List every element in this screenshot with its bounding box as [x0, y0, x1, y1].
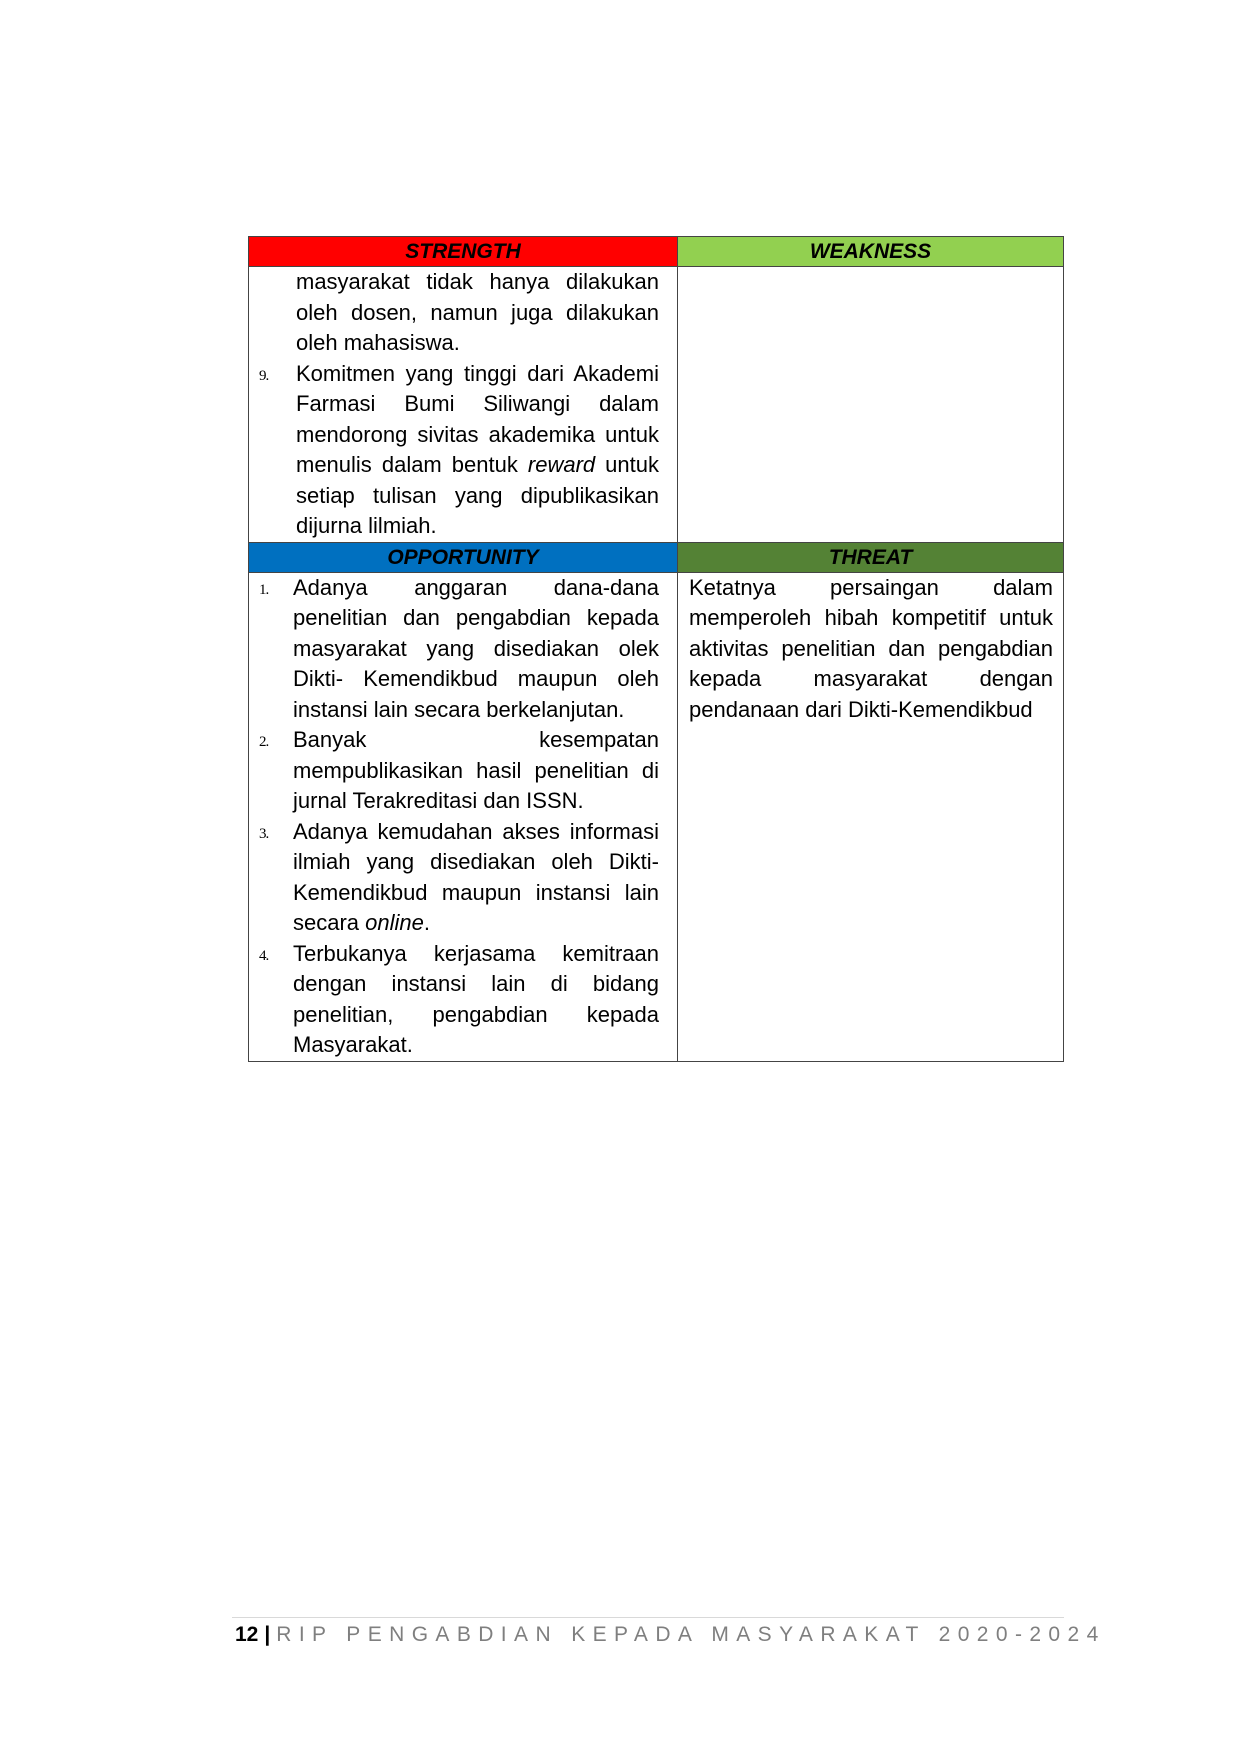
- list-item-emphasis: online: [365, 910, 424, 935]
- list-item-number: 3.: [259, 825, 269, 842]
- threat-cell: [678, 572, 1064, 1061]
- list-item-text: untuk setiap tulisan yang dipublikasikan dijurna lilmiah.: [296, 452, 659, 538]
- opportunity-header: OPPORTUNITY: [249, 542, 678, 572]
- list-item-text: Banyak kesempatan mempublikasikan hasil penelitian di jurnal Terakreditasi dan ISSN.: [293, 727, 659, 813]
- page-number: 12: [235, 1623, 259, 1646]
- footer-title: RIP PENGABDIAN KEPADA MASYARAKAT 2020-2024: [276, 1623, 1106, 1646]
- strength-header: STRENGTH: [249, 237, 678, 267]
- list-item-number: 1.: [259, 581, 269, 598]
- opportunity-cell: [249, 572, 678, 1061]
- list-item-text: Terbukanya kerjasama kemitraan dengan instansi lain di bidang penelitian, pengabdian kepada Masyarakat.: [293, 940, 659, 1057]
- list-item-text: Adanya anggaran dana-dana penelitian dan pengabdian kepada masyarakat yang disediakan olek Dikti- Kemendikbud maupun oleh instansi lain secara berkelanjutan.: [293, 574, 659, 722]
- threat-text: Ketatnya persaingan dalam memperoleh hibah kompetitif untuk aktivitas penelitian dan pengabdian kepada masyarakat dengan pendanaan dari Dikti-Kemendikbud: [689, 574, 1053, 722]
- weakness-header: WEAKNESS: [678, 237, 1064, 267]
- swot-table: [248, 236, 1064, 1062]
- list-item-number: 4.: [259, 947, 269, 964]
- list-item: [249, 939, 659, 1061]
- list-item-emphasis: reward: [527, 452, 596, 477]
- list-item-number: 2.: [259, 734, 269, 750]
- weakness-cell: [678, 267, 1064, 543]
- list-item: [249, 359, 659, 542]
- opportunity-list: [249, 573, 677, 1061]
- strength-list: [249, 359, 677, 542]
- strength-continuation: masyarakat tidak hanya dilakukan oleh dosen, namun juga dilakukan oleh mahasiswa.: [296, 269, 659, 355]
- threat-header: THREAT: [678, 542, 1064, 572]
- page-footer: [235, 1623, 1106, 1647]
- list-item-text: .: [423, 910, 430, 935]
- list-item: [249, 725, 659, 817]
- list-item-text: Adanya kemudahan akses informasi ilmiah yang disediakan oleh Dikti-Kemendikbud maupun instansi lain secara: [293, 818, 659, 935]
- list-item-number: 9.: [259, 367, 269, 384]
- strength-cell: [249, 267, 678, 543]
- list-item: [249, 817, 659, 939]
- list-item: [249, 573, 659, 726]
- footer-divider: [232, 1617, 1064, 1618]
- list-item-text: Komitmen yang tinggi dari Akademi Farmasi Bumi Siliwangi dalam mendorong sivitas akademika untuk menulis dalam bentuk: [296, 360, 659, 477]
- footer-separator: |: [264, 1623, 271, 1646]
